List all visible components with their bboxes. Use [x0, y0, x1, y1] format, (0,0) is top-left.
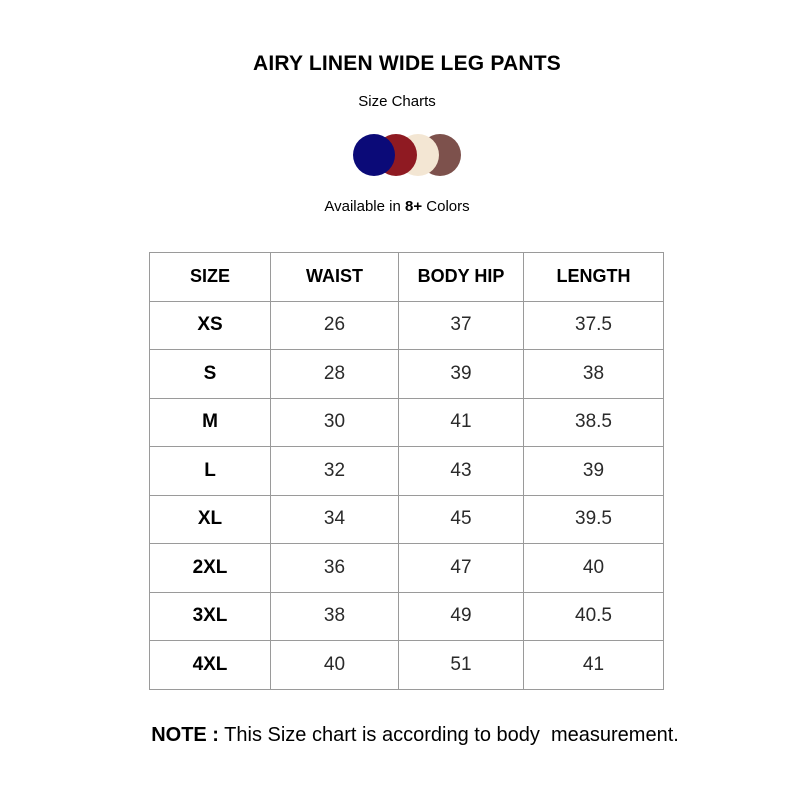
measurement-cell: 28 — [271, 350, 399, 399]
measurement-cell: 40.5 — [524, 592, 664, 641]
note-text: This Size chart is according to body measurement. — [218, 724, 679, 746]
page-title: AIRY LINEN WIDE LEG PANTS — [253, 52, 561, 75]
availability-count: 8+ — [405, 198, 423, 215]
measurement-cell: 32 — [271, 447, 399, 496]
size-label-cell: S — [150, 350, 271, 399]
measurement-cell: 41 — [399, 398, 524, 447]
table-row — [150, 495, 664, 544]
table-row — [150, 350, 664, 399]
measurement-cell: 38 — [271, 592, 399, 641]
measurement-cell: 39 — [524, 447, 664, 496]
measurement-cell: 47 — [399, 544, 524, 593]
measurement-cell: 37 — [399, 301, 524, 350]
column-header-size: SIZE — [150, 253, 271, 302]
column-header-body-hip: BODY HIP — [399, 253, 524, 302]
measurement-cell: 39.5 — [524, 495, 664, 544]
table-row — [150, 592, 664, 641]
measurement-cell: 39 — [399, 350, 524, 399]
availability-suffix: Colors — [422, 198, 470, 215]
measurement-cell: 38 — [524, 350, 664, 399]
measurement-cell: 38.5 — [524, 398, 664, 447]
availability-prefix: Available in — [324, 198, 405, 215]
size-label-cell: 3XL — [150, 592, 271, 641]
measurement-cell: 40 — [524, 544, 664, 593]
table-row — [150, 641, 664, 690]
availability-text — [0, 198, 794, 215]
table-row — [150, 398, 664, 447]
measurement-cell: 51 — [399, 641, 524, 690]
size-label-cell: 2XL — [150, 544, 271, 593]
column-header-waist: WAIST — [271, 253, 399, 302]
measurement-cell: 41 — [524, 641, 664, 690]
measurement-cell: 45 — [399, 495, 524, 544]
measurement-cell: 37.5 — [524, 301, 664, 350]
table-row — [150, 301, 664, 350]
measurement-cell: 34 — [271, 495, 399, 544]
color-swatch-navy — [353, 134, 395, 176]
measurement-cell: 43 — [399, 447, 524, 496]
table-header-row — [150, 253, 664, 302]
measurement-cell: 30 — [271, 398, 399, 447]
size-label-cell: XS — [150, 301, 271, 350]
note-label: NOTE : — [151, 724, 219, 746]
column-header-length: LENGTH — [524, 253, 664, 302]
size-label-cell: M — [150, 398, 271, 447]
measurement-cell: 49 — [399, 592, 524, 641]
size-note — [0, 724, 800, 747]
measurement-cell: 36 — [271, 544, 399, 593]
size-label-cell: 4XL — [150, 641, 271, 690]
color-swatches — [353, 134, 463, 178]
page-subtitle: Size Charts — [358, 93, 436, 110]
measurement-cell: 26 — [271, 301, 399, 350]
size-chart-table — [149, 252, 664, 690]
size-label-cell: L — [150, 447, 271, 496]
table-row — [150, 544, 664, 593]
size-label-cell: XL — [150, 495, 271, 544]
table-row — [150, 447, 664, 496]
measurement-cell: 40 — [271, 641, 399, 690]
